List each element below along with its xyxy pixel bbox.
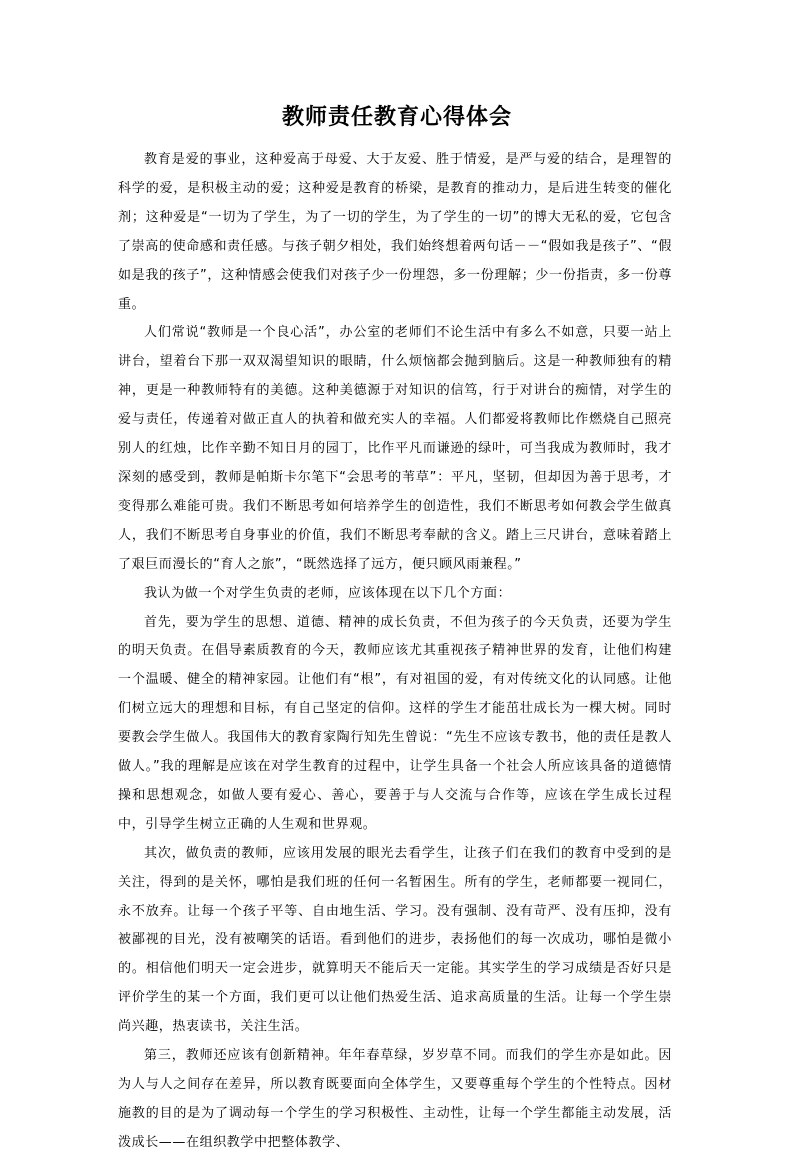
document-title: 教师责任教育心得体会 — [281, 105, 512, 130]
paragraph: 其次，做负责的教师，应该用发展的眼光去看学生，让孩子们在我们的教育中受到的是关注，得到的是关怀，哪怕是我们班的任何一名暂困生。所有的学生，老师都要一视同仁，永不放弃。让每一个孩子平等、自由地生活、学习。没有强制、没有苛严、没有压抑，没有被鄙视的目光，没有被嘲笑的话语。看到他们的进步，表扬他们的每一次成功，哪怕是微小的。相信他们明天一定会进步，就算明天不能后天一定能。其实学生的学习成绩是否好只是评价学生的某一个方面，我们更可以让他们热爱生活、追求高质量的生活。让每一个学生崇尚兴趣，热衷读书，关注生活。 — [118, 845, 672, 1035]
document-body — [118, 146, 672, 1158]
paragraph: 教育是爱的事业，这种爱高于母爱、大于友爱、胜于情爱，是严与爱的结合，是理智的科学的爱，是积极主动的爱；这种爱是教育的桥梁，是教育的推动力，是后进生转变的催化剂；这种爱是“一切为了学生，为了一切的学生，为了学生的一切”的博大无私的爱，它包含了崇高的使命感和责任感。与孩子朝夕相处，我们始终想着两句话－－“假如我是孩子”、“假如是我的孩子”，这种情感会使我们对孩子少一份埋怨，多一份理解；少一份指责，多一份尊重。 — [118, 152, 672, 312]
paragraph: 我认为做一个对学生负责的老师，应该体现在以下几个方面： — [144, 585, 512, 601]
paragraph: 人们常说“教师是一个良心活”，办公室的老师们不论生活中有多么不如意，只要一站上讲台，望着台下那一双双渴望知识的眼睛，什么烦恼都会抛到脑后。这是一种教师独有的精神，更是一种教师特有的美德。这种美德源于对知识的信笃，行于对讲台的痴情，对学生的爱与责任，传递着对做正直人的执着和做充实人的幸福。人们都爱将教师比作燃烧自己照亮别人的红烛，比作辛勤不知日月的园丁，比作平凡而谦逊的绿叶，可当我成为教师时，我才深刻的感受到，教师是帕斯卡尔笔下“会思考的苇草”：平凡，坚韧，但却因为善于思考，才变得那么难能可贵。我们不断思考如何培养学生的创造性，我们不断思考如何教会学生做真人，我们不断思考自身事业的价值，我们不断思考奉献的含义。踏上三尺讲台，意味着踏上了艰巨而漫长的“育人之旅”，“既然选择了远方，便只顾风雨兼程。” — [118, 325, 672, 572]
paragraph: 第三，教师还应该有创新精神。年年春草绿，岁岁草不同。而我们的学生亦是如此。因为人与人之间存在差异，所以教育既要面向全体学生，又要尊重每个学生的个性特点。因材施教的目的是为了调动每一个学生的学习积极性、主动性，让每一个学生都能主动发展，活泼成长——在组织教学中把整体教学、 — [118, 1048, 672, 1150]
paragraph: 首先，要为学生的思想、道德、精神的成长负责，不但为孩子的今天负责，还要为学生的明天负责。在倡导素质教育的今天，教师应该尤其重视孩子精神世界的发育，让他们构建一个温暖、健全的精神家园。让他们有“根”，有对祖国的爱，有对传统文化的认同感。让他们树立远大的理想和目标，有自己坚定的信仰。这样的学生才能茁壮成长为一棵大树。同时要教会学生做人。我国伟大的教育家陶行知先生曾说：“先生不应该专教书，他的责任是教人做人。”我的理解是应该在对学生教育的过程中，让学生具备一个社会人所应该具备的道德情操和思想观念，如做人要有爱心、善心，要善于与人交流与合作等，应该在学生成长过程中，引导学生树立正确的人生观和世界观。 — [118, 614, 672, 832]
